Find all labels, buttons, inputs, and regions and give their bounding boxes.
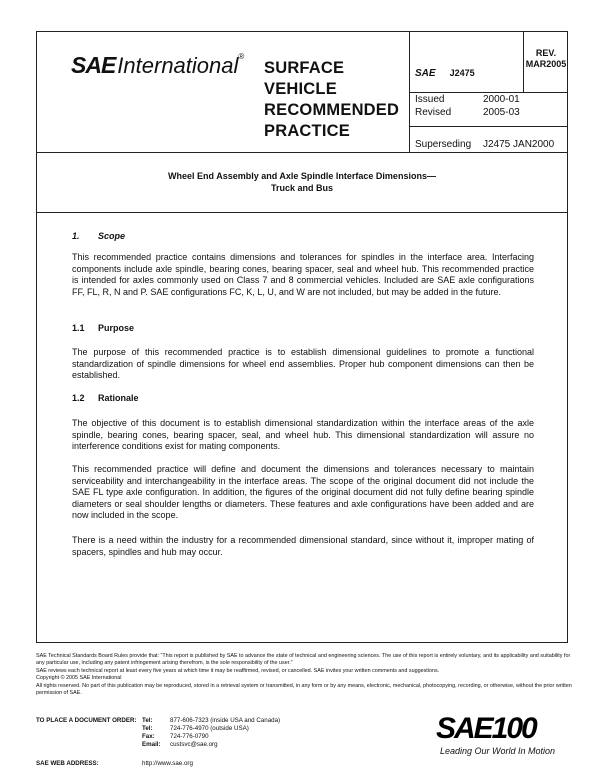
tel2-label: Tel: bbox=[142, 725, 153, 732]
web-link[interactable]: http://www.sae.org bbox=[142, 760, 193, 767]
doc-sae-mark: SAE bbox=[415, 68, 436, 79]
order-info bbox=[36, 717, 280, 749]
heading-number: 1.1 bbox=[72, 323, 85, 333]
heading-title: Scope bbox=[98, 231, 126, 241]
doc-type-line: VEHICLE bbox=[264, 80, 337, 98]
tel2-value: 724-776-4970 (outside USA) bbox=[170, 725, 249, 732]
issued-row bbox=[415, 94, 520, 105]
heading-scope bbox=[72, 231, 125, 241]
superseding-row bbox=[415, 139, 554, 150]
order-label: TO PLACE A DOCUMENT ORDER: bbox=[36, 717, 137, 724]
doc-type-line: SURFACE bbox=[264, 59, 345, 77]
order-row bbox=[36, 733, 280, 741]
document-number bbox=[415, 68, 475, 79]
paragraph-scope: This recommended practice contains dimensions and tolerances for spindles in the interface area. Interfacing components include axle spindle, bearing cones, bearing spacer, seal and wheel hub. This recommended practice is intended for axles commonly used on Class 7 and 8 commercial vehicles. Included are SAE axle configurations FF, FL, R, N and P. SAE configurations FC, K, L, U, and W are not included, but may be added in the future. bbox=[72, 252, 534, 297]
fax-value: 724-776-0790 bbox=[170, 733, 209, 740]
footer-notices bbox=[36, 653, 576, 697]
doc-type-line: RECOMMENDED bbox=[264, 101, 400, 119]
logo-trademark: ® bbox=[238, 52, 245, 61]
title-line-1: Wheel End Assembly and Axle Spindle Interface Dimensions— bbox=[168, 171, 436, 181]
document-type bbox=[264, 58, 399, 142]
sae100-text: SAE100 bbox=[436, 712, 536, 745]
heading-rationale bbox=[72, 393, 139, 403]
sae-tagline: Leading Our World In Motion bbox=[440, 746, 556, 756]
heading-purpose bbox=[72, 323, 134, 333]
order-row bbox=[36, 717, 280, 725]
issued-label: Issued bbox=[415, 94, 445, 105]
revised-value: 2005-03 bbox=[483, 107, 520, 118]
footer-review: SAE reviews each technical report at least every five years at which time it may be reaffirmed, revised, or cancelled. SAE invites your written comments and suggestions. bbox=[36, 667, 440, 674]
rev-label: REV. bbox=[535, 48, 557, 58]
footer-rules: SAE Technical Standards Board Rules provide that: “This report is published by SAE to advance the state of technical and engineering sciences. The use of this report is entirely voluntary, and its applicability and suitability for any particular use, including any patent infringement arising therefrom, is the sole responsibility of the user.” bbox=[36, 653, 571, 667]
tel-label: Tel: bbox=[142, 717, 153, 724]
divider-header-bottom bbox=[37, 152, 567, 153]
superseding-value: J2475 JAN2000 bbox=[483, 139, 555, 150]
tel-value: 877-606-7323 (inside USA and Canada) bbox=[170, 717, 281, 724]
logo-international: International bbox=[117, 53, 239, 78]
paragraph-rationale-3: There is a need within the industry for a recommended dimensional standard, since without it, improper mating of spacers, spindles and hub may occur. bbox=[72, 535, 534, 557]
order-row bbox=[36, 741, 280, 749]
email-label: Email: bbox=[142, 741, 161, 748]
divider-title-bottom bbox=[37, 212, 567, 213]
divider-doc-number bbox=[409, 92, 567, 93]
web-label: SAE WEB ADDRESS: bbox=[36, 760, 99, 767]
footer-rights: All rights reserved. No part of this publication may be reproduced, stored in a retrieval system or transmitted, in any form or by any means, electronic, mechanical, photocopying, recording, or otherwise, without the prior written permission of SAE. bbox=[36, 682, 572, 697]
email-value[interactable]: custsvc@sae.org bbox=[170, 741, 218, 748]
paragraph-rationale-1: The objective of this document is to establish dimensional standardization within the interface areas of the axle spindle, bearing cones, bearing spacer, seal, and wheel hub. This dimensional standardization will assure no interference conditions exist for mating components. bbox=[72, 418, 534, 452]
issued-value: 2000-01 bbox=[483, 94, 520, 105]
revision-box bbox=[523, 48, 569, 70]
heading-number: 1.2 bbox=[72, 393, 85, 403]
logo-sae: SAE bbox=[71, 52, 116, 78]
revised-row bbox=[415, 107, 520, 118]
heading-title: Purpose bbox=[98, 323, 135, 333]
title-line-2: Truck and Bus bbox=[270, 183, 333, 193]
footer-copyright: Copyright © 2005 SAE International bbox=[36, 675, 122, 682]
superseding-label: Superseding bbox=[415, 139, 472, 150]
heading-number: 1. bbox=[72, 231, 80, 241]
paragraph-rationale-2: This recommended practice will define and document the dimensions and tolerances necessary to maintain serviceability and interchangeability in the interface areas. The scope of the original document did not include the SAE FL type axle configuration. In addition, the figures of the original document did not fully define bearing spindle diameters or seal shoulder lengths or diameters. These features and axle configurations have been added and are now included in the scope. bbox=[72, 464, 534, 521]
rev-date: MAR2005 bbox=[525, 59, 567, 69]
sae-international-logo bbox=[71, 52, 244, 79]
divider-revised bbox=[409, 126, 567, 127]
paragraph-purpose: The purpose of this recommended practice is to establish dimensional guidelines to promote a functional standardization of spindle dimensions for wheel end assemblies. Proper hub component dimensions can then be established. bbox=[72, 347, 534, 381]
document-header-frame bbox=[36, 31, 568, 643]
heading-title: Rationale bbox=[98, 393, 139, 403]
order-row bbox=[36, 725, 280, 733]
doc-number-value: J2475 bbox=[449, 68, 475, 78]
doc-type-line: PRACTICE bbox=[264, 122, 350, 140]
fax-label: Fax: bbox=[142, 733, 155, 740]
document-title bbox=[37, 170, 567, 194]
sae100-logo-graphic bbox=[432, 706, 572, 746]
revised-label: Revised bbox=[415, 107, 452, 118]
